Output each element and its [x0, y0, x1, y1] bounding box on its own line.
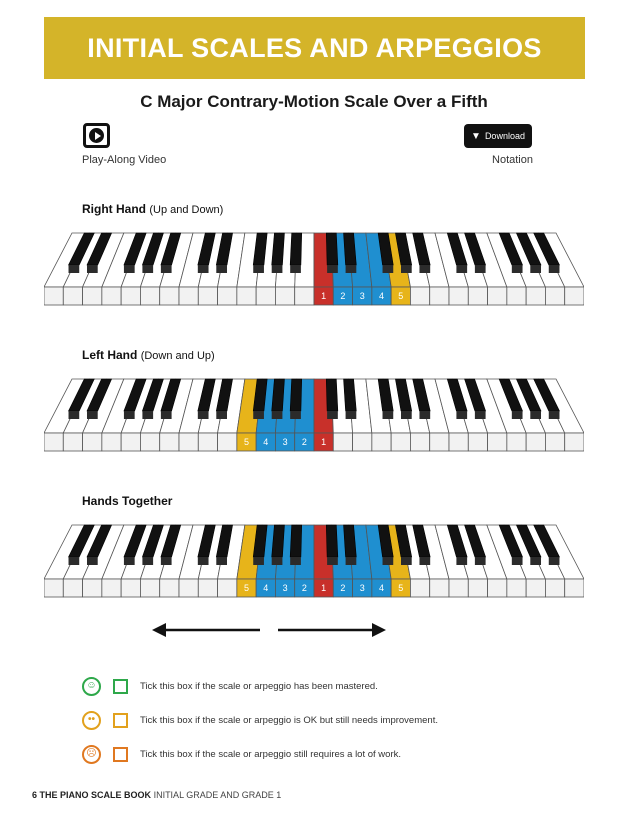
white-key-front: [449, 579, 468, 597]
checklist-row: [82, 675, 378, 697]
left-arrow-icon: [152, 623, 260, 637]
black-key-front: [87, 557, 98, 565]
white-key-front: [140, 287, 159, 305]
black-key-front: [124, 411, 135, 419]
white-key-front: [410, 433, 429, 451]
white-key-front: [295, 287, 314, 305]
black-key-front: [161, 557, 172, 565]
black-key-front: [512, 411, 523, 419]
scale-subtitle: C Major Contrary-Motion Scale Over a Fifth: [140, 92, 488, 111]
book-subtitle: INITIAL GRADE AND GRADE 1: [153, 790, 282, 800]
black-key-front: [216, 411, 227, 419]
neutral-face-icon: ••: [82, 711, 101, 730]
black-key-front: [272, 411, 283, 419]
white-key-front: [410, 287, 429, 305]
finger-number: 1: [321, 583, 327, 593]
black-key-front: [475, 411, 486, 419]
black-key-front: [216, 265, 227, 273]
black-key: [326, 525, 338, 557]
white-key-front: [430, 433, 449, 451]
black-key-front: [549, 265, 560, 273]
white-key-front: [83, 579, 102, 597]
finger-number: 2: [340, 583, 346, 593]
white-key-front: [449, 287, 468, 305]
white-key-front: [507, 579, 526, 597]
white-key-front: [198, 287, 217, 305]
white-key-front: [526, 287, 545, 305]
white-key-front: [218, 287, 237, 305]
title-banner: [44, 17, 585, 79]
right-arrow-icon: [278, 623, 386, 637]
white-key-front: [468, 287, 487, 305]
black-key-front: [456, 411, 467, 419]
black-key: [326, 233, 338, 265]
black-key-front: [198, 557, 209, 565]
white-key-front: [44, 287, 63, 305]
white-key-front: [179, 579, 198, 597]
black-key-front: [69, 265, 80, 273]
notation-label: Notation: [492, 154, 533, 166]
white-key-front: [179, 433, 198, 451]
black-key-front: [401, 265, 412, 273]
black-key-front: [530, 411, 541, 419]
white-key-front: [275, 287, 294, 305]
white-key-front: [449, 433, 468, 451]
video-label: Play-Along Video: [82, 154, 167, 166]
section-title: Right Hand: [82, 202, 146, 216]
finger-number: 4: [378, 291, 385, 301]
finger-number: 3: [359, 583, 365, 593]
white-key-front: [83, 287, 102, 305]
play-triangle: [95, 132, 101, 140]
black-key-front: [142, 265, 153, 273]
white-key-front: [507, 287, 526, 305]
black-key-front: [69, 557, 80, 565]
white-key-front: [198, 433, 217, 451]
white-key-front: [237, 287, 256, 305]
keyboard-right-hand: [44, 227, 584, 312]
finger-number: 4: [263, 437, 269, 447]
finger-number: 4: [263, 583, 269, 593]
black-key-front: [456, 265, 467, 273]
finger-number: 3: [282, 583, 288, 593]
checklist-text: Tick this box if the scale or arpeggio has been mastered.: [140, 680, 378, 692]
black-key-front: [253, 557, 264, 565]
black-key-front: [512, 557, 523, 565]
play-video-icon[interactable]: [83, 123, 110, 148]
download-button[interactable]: [464, 124, 532, 148]
black-key-front: [290, 557, 301, 565]
white-key-front: [545, 433, 564, 451]
section-title: Left Hand: [82, 348, 138, 362]
finger-number: 2: [301, 583, 307, 593]
finger-number: 1: [321, 291, 327, 301]
download-icon: ▼: [471, 130, 481, 142]
checklist-row: [82, 743, 401, 765]
white-key-front: [488, 433, 507, 451]
white-key-front: [102, 287, 121, 305]
checklist-text: Tick this box if the scale or arpeggio still requires a lot of work.: [140, 748, 402, 760]
white-key-front: [102, 433, 121, 451]
white-key-front: [63, 433, 82, 451]
finger-number: 2: [340, 291, 346, 301]
black-key-front: [456, 557, 467, 565]
black-key-front: [253, 265, 264, 273]
mastery-checkbox[interactable]: [113, 713, 128, 728]
white-key-front: [545, 287, 564, 305]
white-key-front: [488, 579, 507, 597]
black-key-front: [87, 411, 98, 419]
checklist-text: Tick this box if the scale or arpeggio is OK but still needs improvement.: [140, 714, 438, 726]
black-key-front: [161, 265, 172, 273]
finger-number: 4: [378, 583, 385, 593]
black-key-front: [290, 265, 301, 273]
white-key-front: [63, 287, 82, 305]
section-subtitle: (Down and Up): [140, 350, 215, 362]
black-key-front: [512, 265, 523, 273]
black-key-front: [253, 411, 264, 419]
white-key-front: [121, 579, 140, 597]
white-key-front: [140, 433, 159, 451]
mastery-checkbox[interactable]: [113, 747, 128, 762]
white-key-front: [102, 579, 121, 597]
black-key-front: [346, 265, 357, 273]
white-key-front: [121, 287, 140, 305]
black-key-front: [383, 411, 394, 419]
section-hands-together: [82, 494, 172, 508]
finger-number: 5: [398, 291, 404, 301]
white-key-front: [565, 433, 584, 451]
black-key: [290, 379, 302, 411]
section-title: Hands Together: [82, 494, 173, 508]
black-key: [290, 525, 302, 557]
white-key-front: [83, 433, 102, 451]
black-key-front: [419, 557, 430, 565]
white-key-front: [218, 579, 237, 597]
black-key-front: [198, 265, 209, 273]
white-key-front: [140, 579, 159, 597]
black-key-front: [161, 411, 172, 419]
keyboard-left-hand: [44, 373, 584, 458]
white-key-front: [507, 433, 526, 451]
white-key-front: [468, 579, 487, 597]
black-key-front: [401, 557, 412, 565]
mastery-checkbox[interactable]: [113, 679, 128, 694]
black-key-front: [290, 411, 301, 419]
black-key-front: [549, 411, 560, 419]
black-key-front: [346, 557, 357, 565]
white-key-front: [160, 433, 179, 451]
black-key-front: [401, 411, 412, 419]
happy-face-icon: ☺: [82, 677, 101, 696]
page-number: 6: [32, 790, 38, 800]
finger-number: 1: [321, 437, 327, 447]
white-key-front: [121, 433, 140, 451]
white-key-front: [160, 287, 179, 305]
white-key-front: [353, 433, 372, 451]
keyboard-hands-together: [44, 519, 584, 604]
black-key-front: [124, 557, 135, 565]
black-key-front: [272, 557, 283, 565]
sad-face-icon: ☹: [82, 745, 101, 764]
section-right-hand: [82, 202, 223, 216]
page-title: INITIAL SCALES AND ARPEGGIOS: [87, 32, 542, 63]
black-key-front: [327, 557, 338, 565]
black-key-front: [327, 411, 338, 419]
black-key: [326, 379, 338, 411]
white-key-front: [565, 579, 584, 597]
white-key-front: [44, 579, 63, 597]
finger-number: 3: [282, 437, 288, 447]
finger-number: 3: [359, 291, 365, 301]
black-key-front: [383, 557, 394, 565]
white-key-front: [372, 433, 391, 451]
white-key-front: [218, 433, 237, 451]
page-footer: [32, 790, 281, 800]
section-subtitle: (Up and Down): [149, 204, 224, 216]
white-key-front: [333, 433, 352, 451]
white-key-front: [565, 287, 584, 305]
section-left-hand: [82, 348, 215, 362]
white-key-front: [391, 433, 410, 451]
play-circle: [89, 128, 104, 143]
finger-number: 5: [243, 437, 250, 447]
book-title: THE PIANO SCALE BOOK: [39, 790, 152, 800]
white-key-front: [488, 287, 507, 305]
black-key-front: [142, 411, 153, 419]
black-key-front: [124, 265, 135, 273]
black-key-front: [419, 411, 430, 419]
black-key-front: [216, 557, 227, 565]
white-key-front: [468, 433, 487, 451]
white-key-front: [410, 579, 429, 597]
black-key-front: [475, 557, 486, 565]
white-key-front: [526, 579, 545, 597]
black-key-front: [272, 265, 283, 273]
white-key-front: [44, 433, 63, 451]
black-key-front: [419, 265, 430, 273]
black-key-front: [198, 411, 209, 419]
black-key-front: [87, 265, 98, 273]
black-key-front: [69, 411, 80, 419]
black-key-front: [383, 265, 394, 273]
black-key: [290, 233, 302, 265]
finger-number: 5: [243, 583, 250, 593]
download-label: Download: [484, 131, 525, 141]
white-key-front: [198, 579, 217, 597]
finger-number: 2: [301, 437, 307, 447]
black-key-front: [530, 265, 541, 273]
black-key-front: [327, 265, 338, 273]
finger-number: 5: [398, 583, 404, 593]
checklist-row: [82, 709, 438, 731]
white-key-front: [430, 287, 449, 305]
black-key-front: [549, 557, 560, 565]
white-key-front: [545, 579, 564, 597]
black-key-front: [346, 411, 357, 419]
white-key-front: [526, 433, 545, 451]
white-key-front: [160, 579, 179, 597]
black-key-front: [530, 557, 541, 565]
white-key-front: [256, 287, 275, 305]
white-key-front: [179, 287, 198, 305]
white-key-front: [430, 579, 449, 597]
direction-arrows: [150, 618, 390, 642]
black-key-front: [475, 265, 486, 273]
black-key-front: [142, 557, 153, 565]
white-key-front: [63, 579, 82, 597]
